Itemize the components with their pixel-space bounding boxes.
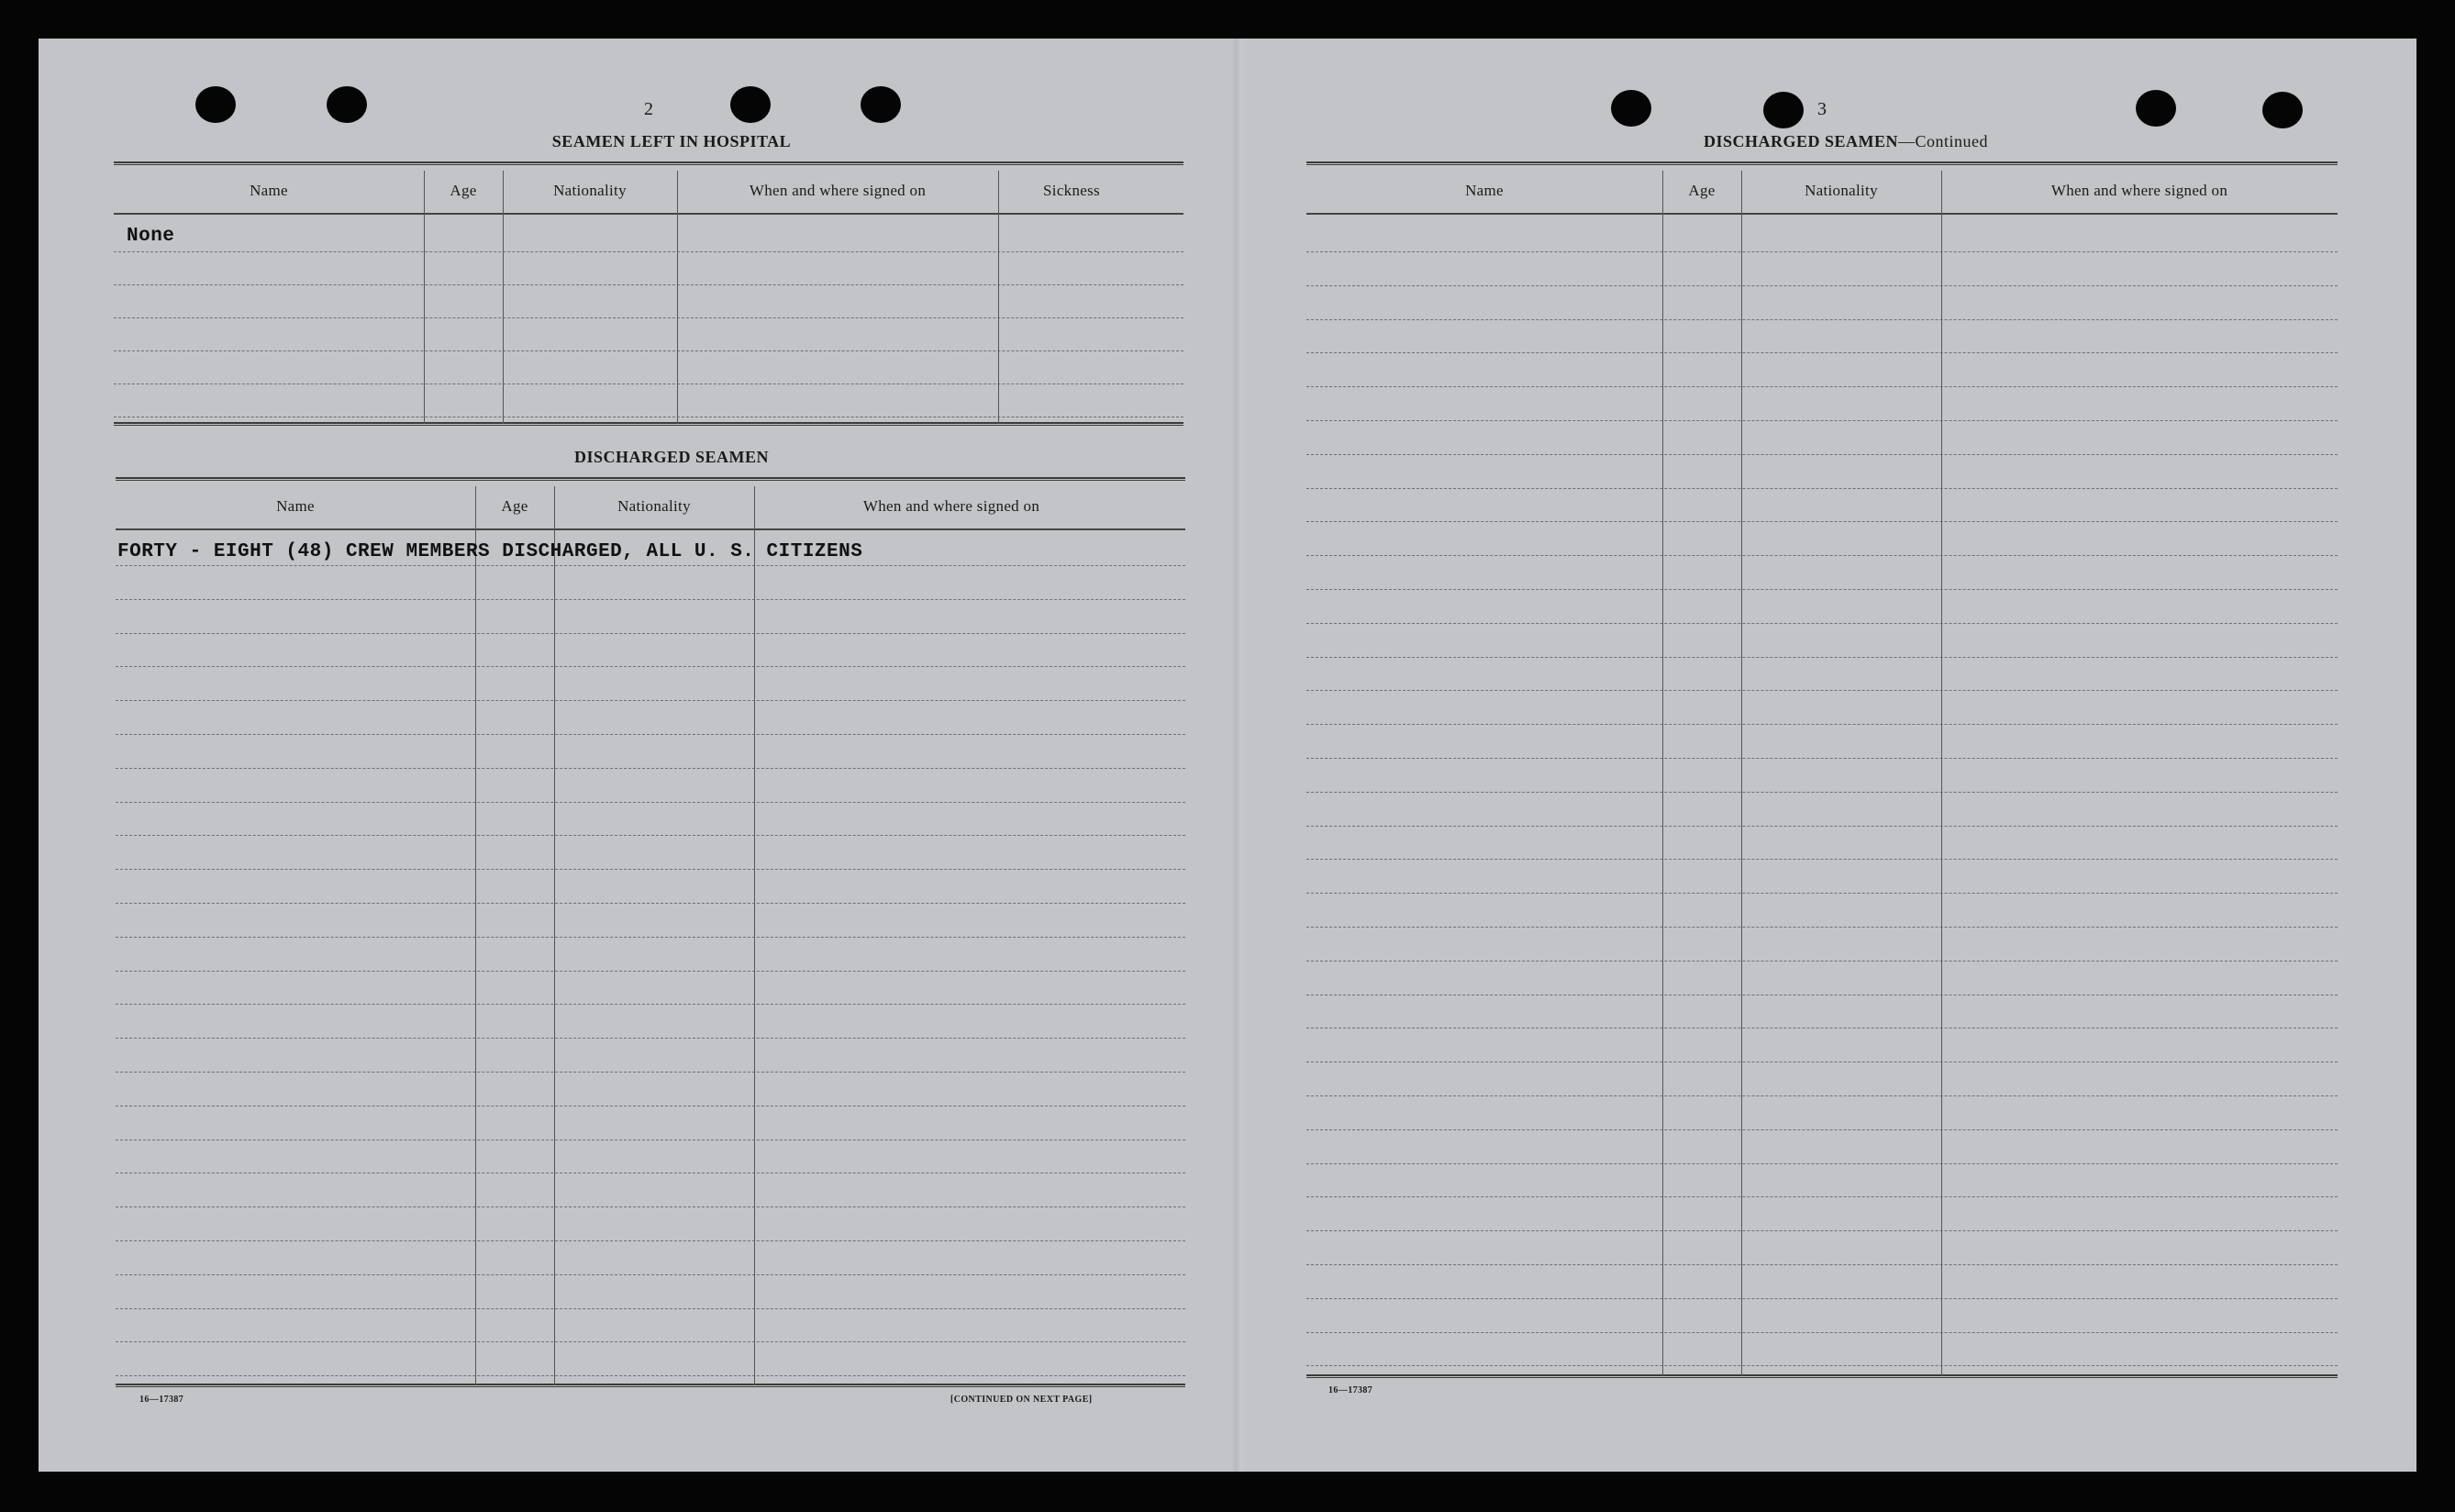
ruled-line bbox=[1306, 758, 2338, 759]
punch-hole bbox=[2136, 90, 2176, 127]
discharged-col-name: Name bbox=[276, 497, 315, 515]
continued-col-divider bbox=[1741, 171, 1742, 1376]
ruled-line bbox=[1306, 724, 2338, 725]
ruled-line bbox=[1306, 1095, 2338, 1096]
continued-col-age: Age bbox=[1688, 182, 1716, 199]
ruled-line bbox=[1306, 285, 2338, 286]
ruled-line bbox=[116, 869, 1185, 870]
ruled-line bbox=[116, 903, 1185, 904]
ruled-line bbox=[1306, 1332, 2338, 1333]
ruled-line bbox=[1306, 657, 2338, 658]
hospital-top-rule bbox=[114, 161, 1183, 165]
form-number-right: 16—17387 bbox=[1328, 1385, 1373, 1395]
ruled-line bbox=[1306, 1365, 2338, 1366]
ruled-line bbox=[1306, 927, 2338, 928]
ruled-line bbox=[116, 1072, 1185, 1073]
discharged-section-title: DISCHARGED SEAMEN bbox=[573, 448, 770, 466]
continued-header-rule bbox=[1306, 213, 2338, 215]
ruled-line bbox=[1306, 690, 2338, 691]
ruled-line bbox=[1306, 826, 2338, 827]
ruled-line bbox=[116, 768, 1185, 769]
ruled-line bbox=[1306, 319, 2338, 320]
discharged-col-divider bbox=[475, 486, 476, 1385]
hospital-col-name: Name bbox=[250, 182, 288, 199]
discharged-entry: FORTY - EIGHT (48) CREW MEMBERS DISCHARGED, ALL U. S. CITIZENS bbox=[117, 541, 863, 562]
ruled-line bbox=[116, 1375, 1185, 1376]
ruled-line bbox=[1306, 555, 2338, 556]
ruled-line bbox=[1306, 251, 2338, 252]
ruled-line bbox=[1306, 859, 2338, 860]
ruled-line bbox=[116, 1308, 1185, 1309]
punch-hole bbox=[327, 86, 367, 123]
punch-hole bbox=[1763, 92, 1804, 128]
discharged-bottom-rule bbox=[116, 1384, 1185, 1387]
ruled-line bbox=[1306, 386, 2338, 387]
ruled-line bbox=[116, 1341, 1185, 1342]
ruled-line bbox=[1306, 1196, 2338, 1197]
ruled-line bbox=[116, 1004, 1185, 1005]
ruled-line bbox=[116, 1206, 1185, 1207]
ruled-line bbox=[1306, 893, 2338, 894]
continued-col-divider bbox=[1662, 171, 1663, 1376]
hospital-col-divider bbox=[424, 171, 425, 424]
hospital-col-divider bbox=[677, 171, 678, 424]
discharged-top-rule bbox=[116, 477, 1185, 481]
punch-hole bbox=[1611, 90, 1651, 127]
ruled-line bbox=[116, 802, 1185, 803]
ruled-line bbox=[1306, 1264, 2338, 1265]
ruled-line bbox=[116, 971, 1185, 972]
continued-title-main: DISCHARGED SEAMEN bbox=[1703, 132, 1899, 150]
punch-hole bbox=[861, 86, 901, 123]
continued-col-divider bbox=[1941, 171, 1942, 1376]
hospital-header-rule bbox=[114, 213, 1183, 215]
ruled-line bbox=[114, 350, 1183, 351]
continued-col-signed-on: When and where signed on bbox=[2050, 182, 2228, 199]
continued-title-suffix: —Continued bbox=[1898, 132, 1989, 150]
ruled-line bbox=[1306, 1129, 2338, 1130]
discharged-col-age: Age bbox=[501, 497, 528, 515]
document-sheet bbox=[39, 39, 2416, 1472]
hospital-col-signed-on: When and where signed on bbox=[749, 182, 927, 199]
hospital-section-title: SEAMEN LEFT IN HOSPITAL bbox=[551, 132, 792, 150]
ruled-line bbox=[1306, 623, 2338, 624]
ruled-line bbox=[116, 633, 1185, 634]
punch-hole bbox=[195, 86, 236, 123]
page-fold bbox=[1231, 39, 1246, 1472]
ruled-line bbox=[114, 251, 1183, 252]
ruled-line bbox=[1306, 488, 2338, 489]
ruled-line bbox=[1306, 1298, 2338, 1299]
hospital-col-divider bbox=[998, 171, 999, 424]
hospital-bottom-rule bbox=[114, 422, 1183, 426]
ruled-line bbox=[1306, 1230, 2338, 1231]
continued-top-rule bbox=[1306, 161, 2338, 165]
hospital-col-divider bbox=[503, 171, 504, 424]
ruled-line bbox=[116, 1240, 1185, 1241]
ruled-line bbox=[116, 599, 1185, 600]
hospital-col-age: Age bbox=[450, 182, 477, 199]
form-number-left: 16—17387 bbox=[139, 1395, 184, 1405]
ruled-line bbox=[114, 284, 1183, 285]
ruled-line bbox=[1306, 454, 2338, 455]
ruled-line bbox=[1306, 352, 2338, 353]
ruled-line bbox=[116, 666, 1185, 667]
ruled-line bbox=[114, 317, 1183, 318]
punch-hole bbox=[2262, 92, 2303, 128]
hospital-entry: None bbox=[127, 226, 175, 247]
ruled-line bbox=[116, 734, 1185, 735]
ruled-line bbox=[116, 1274, 1185, 1275]
ruled-line bbox=[116, 565, 1185, 566]
discharged-col-divider bbox=[554, 486, 555, 1385]
ruled-line bbox=[1306, 792, 2338, 793]
ruled-line bbox=[116, 835, 1185, 836]
ruled-line bbox=[1306, 1163, 2338, 1164]
discharged-col-signed-on: When and where signed on bbox=[862, 497, 1040, 515]
ruled-line bbox=[1306, 420, 2338, 421]
hospital-col-sickness: Sickness bbox=[1043, 182, 1100, 199]
ruled-line bbox=[1306, 961, 2338, 962]
ruled-line bbox=[1306, 589, 2338, 590]
page-number-left: 2 bbox=[644, 99, 653, 119]
discharged-col-divider bbox=[754, 486, 755, 1385]
punch-hole bbox=[730, 86, 771, 123]
continued-note: [CONTINUED ON NEXT PAGE] bbox=[950, 1395, 1093, 1405]
continued-section-title bbox=[1543, 132, 2149, 151]
ruled-line bbox=[116, 700, 1185, 701]
discharged-header-rule bbox=[116, 528, 1185, 530]
continued-col-name: Name bbox=[1465, 182, 1504, 199]
discharged-col-nationality: Nationality bbox=[617, 497, 691, 515]
hospital-col-nationality: Nationality bbox=[553, 182, 627, 199]
continued-bottom-rule bbox=[1306, 1374, 2338, 1378]
ruled-line bbox=[1306, 521, 2338, 522]
page-number-right: 3 bbox=[1817, 99, 1827, 119]
ruled-line bbox=[116, 937, 1185, 938]
continued-col-nationality: Nationality bbox=[1805, 182, 1878, 199]
ruled-line bbox=[116, 1038, 1185, 1039]
